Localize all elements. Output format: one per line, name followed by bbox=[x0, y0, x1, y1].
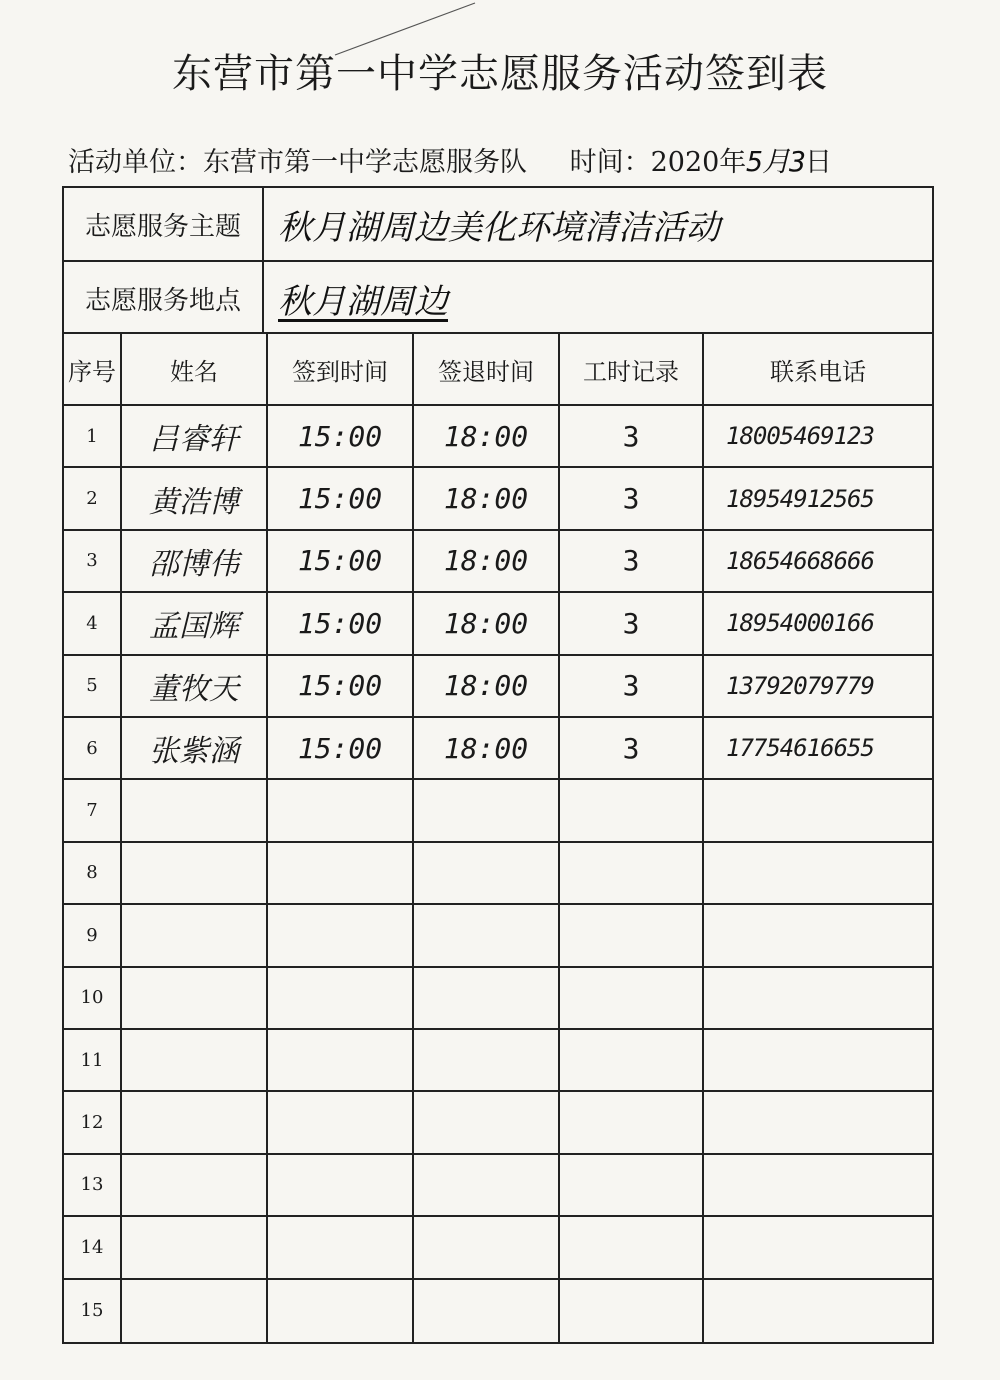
volunteer-name bbox=[122, 843, 268, 903]
check-in-time bbox=[268, 1155, 414, 1215]
header-check-out: 签退时间 bbox=[414, 334, 560, 404]
check-out-time: 18:00 bbox=[414, 406, 560, 466]
hours-record bbox=[560, 843, 704, 903]
row-number: 5 bbox=[64, 656, 122, 716]
row-number: 9 bbox=[64, 905, 122, 965]
header-no: 序号 bbox=[64, 334, 122, 404]
table-row bbox=[64, 593, 932, 655]
row-number: 11 bbox=[64, 1030, 122, 1090]
check-out-time: 18:00 bbox=[414, 531, 560, 591]
check-out-time bbox=[414, 1280, 560, 1342]
check-out-time bbox=[414, 780, 560, 840]
table-row bbox=[64, 468, 932, 530]
phone-number bbox=[704, 1155, 932, 1215]
phone-number: 18005469123 bbox=[726, 422, 874, 451]
time-label: 时间： bbox=[569, 147, 651, 178]
volunteer-name bbox=[122, 1092, 268, 1152]
check-in-time: 15:00 bbox=[268, 718, 414, 778]
volunteer-name: 吕睿轩 bbox=[122, 406, 268, 466]
table-row bbox=[64, 1030, 932, 1092]
check-out-time: 18:00 bbox=[414, 718, 560, 778]
header-name: 姓名 bbox=[122, 334, 268, 404]
check-in-time: 15:00 bbox=[268, 656, 414, 716]
check-in-time bbox=[268, 905, 414, 965]
row-number: 8 bbox=[64, 843, 122, 903]
check-in-time bbox=[268, 780, 414, 840]
hours-record bbox=[560, 1092, 704, 1152]
phone-number bbox=[704, 1092, 932, 1152]
volunteer-name bbox=[122, 780, 268, 840]
table-row bbox=[64, 1217, 932, 1279]
phone-number: 18954000166 bbox=[726, 609, 874, 638]
phone-number bbox=[704, 1030, 932, 1090]
row-number: 12 bbox=[64, 1092, 122, 1152]
phone-number: 18654668666 bbox=[726, 546, 874, 575]
check-in-time: 15:00 bbox=[268, 593, 414, 653]
row-number: 4 bbox=[64, 593, 122, 653]
date-prefix: 2020年 bbox=[650, 147, 747, 178]
location-row bbox=[64, 262, 932, 334]
check-out-time bbox=[414, 905, 560, 965]
check-out-time bbox=[414, 1217, 560, 1277]
volunteer-name bbox=[122, 1217, 268, 1277]
volunteer-name: 孟国辉 bbox=[122, 593, 268, 653]
hours-record bbox=[560, 780, 704, 840]
location-value: 秋月湖周边 bbox=[278, 281, 448, 322]
table-row bbox=[64, 1092, 932, 1154]
volunteer-name: 张紫涵 bbox=[122, 718, 268, 778]
hours-record bbox=[560, 1155, 704, 1215]
signin-table bbox=[62, 334, 934, 1344]
row-number: 6 bbox=[64, 718, 122, 778]
check-in-time bbox=[268, 1280, 414, 1342]
header-hours: 工时记录 bbox=[560, 334, 704, 404]
phone-number: 13792079779 bbox=[726, 671, 874, 700]
phone-number bbox=[704, 968, 932, 1028]
table-row bbox=[64, 531, 932, 593]
row-number: 14 bbox=[64, 1217, 122, 1277]
table-row bbox=[64, 780, 932, 842]
volunteer-name: 黄浩博 bbox=[122, 468, 268, 528]
date-suffix: 日 bbox=[805, 147, 833, 178]
header-phone: 联系电话 bbox=[770, 357, 866, 386]
table-row bbox=[64, 1155, 932, 1217]
theme-value: 秋月湖周边美化环境清洁活动 bbox=[278, 207, 720, 248]
check-out-time bbox=[414, 843, 560, 903]
table-header-row bbox=[64, 334, 932, 406]
table-row bbox=[64, 843, 932, 905]
table-row bbox=[64, 968, 932, 1030]
row-number: 10 bbox=[64, 968, 122, 1028]
row-number: 3 bbox=[64, 531, 122, 591]
check-in-time: 15:00 bbox=[268, 406, 414, 466]
header-check-in: 签到时间 bbox=[268, 334, 414, 404]
check-out-time: 18:00 bbox=[414, 593, 560, 653]
check-in-time: 15:00 bbox=[268, 468, 414, 528]
volunteer-name bbox=[122, 1030, 268, 1090]
hours-record: 3 bbox=[560, 593, 704, 653]
table-row bbox=[64, 1280, 932, 1342]
page-title: 东营市第一中学志愿服务活动签到表 bbox=[172, 51, 828, 97]
check-in-time bbox=[268, 1092, 414, 1152]
check-out-time bbox=[414, 1030, 560, 1090]
info-table bbox=[62, 186, 934, 334]
check-out-time bbox=[414, 1155, 560, 1215]
location-label: 志愿服务地点 bbox=[64, 262, 264, 334]
row-number: 15 bbox=[64, 1280, 122, 1342]
check-out-time bbox=[414, 968, 560, 1028]
check-in-time bbox=[268, 843, 414, 903]
table-row bbox=[64, 656, 932, 718]
hours-record bbox=[560, 1280, 704, 1342]
phone-number: 17754616655 bbox=[726, 734, 874, 763]
theme-label: 志愿服务主题 bbox=[64, 188, 264, 260]
hours-record bbox=[560, 1030, 704, 1090]
phone-number: 18954912565 bbox=[726, 484, 874, 513]
phone-number bbox=[704, 843, 932, 903]
volunteer-name bbox=[122, 1280, 268, 1342]
hours-record: 3 bbox=[560, 468, 704, 528]
volunteer-name bbox=[122, 968, 268, 1028]
phone-number bbox=[704, 1217, 932, 1277]
table-row bbox=[64, 905, 932, 967]
check-out-time: 18:00 bbox=[414, 656, 560, 716]
volunteer-name bbox=[122, 905, 268, 965]
hours-record: 3 bbox=[560, 531, 704, 591]
theme-row bbox=[64, 188, 932, 262]
activity-info-line bbox=[68, 140, 832, 180]
phone-number bbox=[704, 780, 932, 840]
phone-number bbox=[704, 1280, 932, 1342]
table-row bbox=[64, 718, 932, 780]
hours-record: 3 bbox=[560, 718, 704, 778]
volunteer-name bbox=[122, 1155, 268, 1215]
activity-unit-label: 活动单位： bbox=[68, 147, 203, 178]
row-number: 2 bbox=[64, 468, 122, 528]
hours-record bbox=[560, 968, 704, 1028]
hours-record: 3 bbox=[560, 656, 704, 716]
check-in-time: 15:00 bbox=[268, 531, 414, 591]
table-row bbox=[64, 406, 932, 468]
hours-record bbox=[560, 905, 704, 965]
activity-unit-value: 东营市第一中学志愿服务队 bbox=[203, 147, 527, 178]
volunteer-name: 邵博伟 bbox=[122, 531, 268, 591]
row-number: 7 bbox=[64, 780, 122, 840]
row-number: 1 bbox=[64, 406, 122, 466]
hours-record: 3 bbox=[560, 406, 704, 466]
check-in-time bbox=[268, 1030, 414, 1090]
check-in-time bbox=[268, 1217, 414, 1277]
date-handwritten: 5月3 bbox=[746, 145, 806, 178]
check-out-time bbox=[414, 1092, 560, 1152]
check-in-time bbox=[268, 968, 414, 1028]
phone-number bbox=[704, 905, 932, 965]
volunteer-name: 董牧天 bbox=[122, 656, 268, 716]
hours-record bbox=[560, 1217, 704, 1277]
row-number: 13 bbox=[64, 1155, 122, 1215]
check-out-time: 18:00 bbox=[414, 468, 560, 528]
